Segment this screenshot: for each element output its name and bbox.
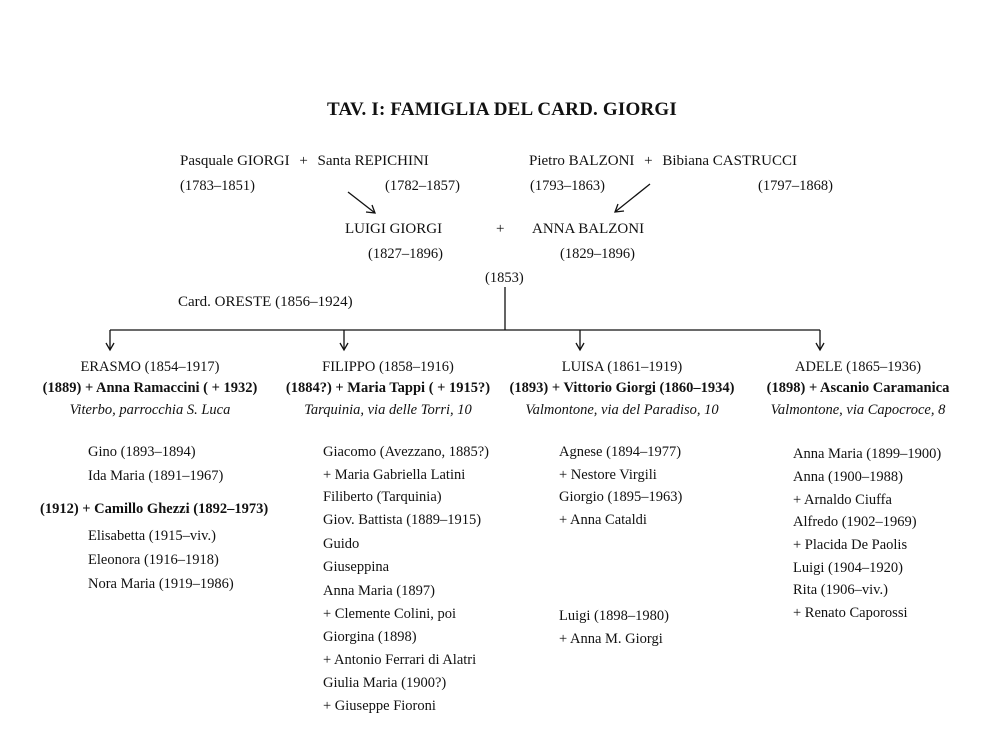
list-item: Nora Maria (1919–1986): [88, 576, 234, 592]
parents-marriage-sign: +: [496, 221, 505, 237]
grandmother-repichini: Santa REPICHINI: [317, 153, 429, 169]
child-luisa-place: Valmontone, via del Paradiso, 10: [525, 402, 719, 418]
grandmother-castrucci: Bibiana CASTRUCCI: [662, 153, 797, 169]
father-luigi: LUIGI GIORGI: [345, 221, 443, 237]
child-adele-name: ADELE (1865–1936): [794, 359, 922, 375]
list-item: Rita (1906–viv.): [793, 582, 888, 598]
list-item: Guido: [323, 536, 360, 552]
grandfather-giorgi-dates: (1783–1851): [180, 178, 255, 194]
child-luisa-name: LUISA (1861–1919): [561, 359, 683, 375]
list-item: Luigi (1904–1920): [793, 560, 903, 576]
marriage-year: (1853): [485, 270, 524, 286]
list-item: + Placida De Paolis: [793, 537, 908, 553]
list-item: Giorgio (1895–1963): [559, 489, 683, 505]
list-item: + Renato Caporossi: [793, 605, 908, 621]
list-item: + Antonio Ferrari di Alatri: [323, 652, 477, 668]
list-item: + Arnaldo Ciuffa: [793, 492, 892, 508]
list-item: Luigi (1898–1980): [559, 608, 669, 624]
marriage-sign: +: [299, 153, 308, 169]
child-erasmo-name: ERASMO (1854–1917): [80, 359, 220, 375]
list-item: Agnese (1894–1977): [559, 444, 682, 460]
mother-anna: ANNA BALZONI: [532, 221, 645, 237]
father-luigi-dates: (1827–1896): [368, 246, 443, 262]
list-item: Ida Maria (1891–1967): [88, 468, 224, 484]
grandparent-left: [180, 152, 429, 170]
child-filippo-name: FILIPPO (1858–1916): [322, 359, 454, 375]
list-item: Alfredo (1902–1969): [793, 514, 917, 530]
list-item: + Clemente Colini, poi: [323, 606, 457, 622]
grandmother-repichini-dates: (1782–1857): [385, 178, 460, 194]
list-item: Anna Maria (1899–1900): [793, 446, 942, 462]
child-adele-place: Valmontone, via Capocroce, 8: [770, 402, 946, 418]
erasmo-second-marriage: (1912) + Camillo Ghezzi (1892–1973): [40, 501, 269, 517]
list-item: + Nestore Virgili: [559, 467, 657, 483]
list-item: Giov. Battista (1889–1915): [323, 512, 482, 528]
list-item: Giuseppina: [323, 559, 390, 575]
list-item: Giacomo (Avezzano, 1885?): [323, 444, 490, 460]
grandmother-castrucci-dates: (1797–1868): [758, 178, 833, 194]
list-item: Filiberto (Tarquinia): [323, 489, 442, 505]
child-erasmo-marriage: (1889) + Anna Ramaccini ( + 1932): [42, 380, 258, 396]
list-item: Gino (1893–1894): [88, 444, 196, 460]
list-item: Elisabetta (1915–viv.): [88, 528, 216, 544]
list-item: Eleonora (1916–1918): [88, 552, 219, 568]
child-luisa-marriage: (1893) + Vittorio Giorgi (1860–1934): [509, 380, 735, 396]
list-item: Anna Maria (1897): [323, 583, 435, 599]
child-filippo-marriage: (1884?) + Maria Tappi ( + 1915?): [285, 380, 491, 396]
list-item: Anna (1900–1988): [793, 469, 903, 485]
list-item: + Anna M. Giorgi: [559, 631, 663, 647]
child-adele-marriage: (1898) + Ascanio Caramanica: [766, 380, 950, 396]
marriage-sign: +: [644, 153, 653, 169]
list-item: + Maria Gabriella Latini: [323, 467, 466, 483]
cardinal-oreste: Card. ORESTE (1856–1924): [178, 294, 353, 310]
grandfather-balzoni-dates: (1793–1863): [530, 178, 605, 194]
page-title: TAV. I: FAMIGLIA DEL CARD. GIORGI: [327, 99, 677, 120]
list-item: Giorgina (1898): [323, 629, 417, 645]
arrow-left-line: [348, 192, 375, 213]
list-item: Giulia Maria (1900?): [323, 675, 447, 691]
arrow-right-line: [615, 184, 650, 212]
child-erasmo-place: Viterbo, parrocchia S. Luca: [69, 402, 231, 418]
grandfather-balzoni: Pietro BALZONI: [529, 153, 635, 169]
grandfather-giorgi: Pasquale GIORGI: [180, 153, 290, 169]
grandparent-right: [529, 152, 797, 170]
mother-anna-dates: (1829–1896): [560, 246, 635, 262]
list-item: + Anna Cataldi: [559, 512, 647, 528]
child-filippo-place: Tarquinia, via delle Torri, 10: [304, 402, 472, 418]
list-item: + Giuseppe Fioroni: [323, 698, 436, 714]
